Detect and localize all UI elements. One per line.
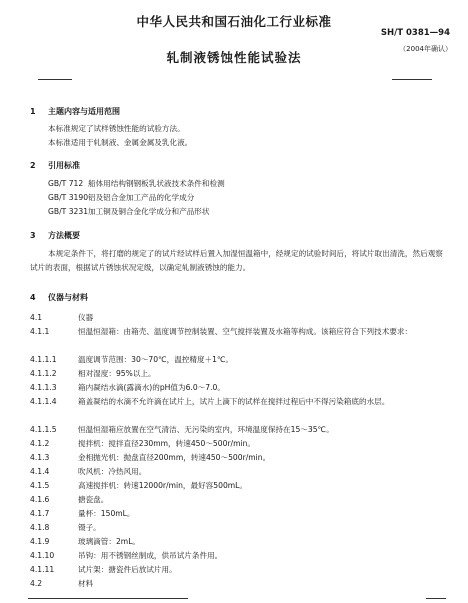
section-title: 仪器与材料 bbox=[48, 293, 88, 302]
clause-text: 镊子。 bbox=[78, 523, 101, 532]
clause-4-1-3 bbox=[30, 452, 270, 463]
reference-code: GB/T 3231 bbox=[48, 207, 89, 216]
standard-code: SH/T 0381—94 bbox=[380, 28, 450, 38]
reference-code: GB/T 712 bbox=[48, 179, 84, 188]
clause-number: 4.1.9 bbox=[30, 537, 50, 546]
clause-4-1-6 bbox=[30, 494, 108, 505]
clause-text: 相对湿度：95%以上。 bbox=[78, 369, 156, 378]
section-title: 引用标准 bbox=[48, 161, 80, 170]
section-title: 方法概要 bbox=[48, 231, 80, 240]
clause-number: 4.1.1.1 bbox=[30, 355, 57, 364]
header-rule-right bbox=[392, 79, 432, 80]
clause-4-1-2 bbox=[30, 438, 255, 449]
header-rule-left bbox=[38, 79, 72, 80]
reference-standard-1 bbox=[48, 178, 225, 189]
clause-4-1-1-5 bbox=[30, 424, 334, 435]
clause-number: 4.1.1.4 bbox=[30, 397, 57, 406]
clause-4-1-7 bbox=[30, 508, 135, 519]
section-number: 1 bbox=[30, 107, 36, 116]
document-title: 轧制液锈蚀性能试验法 bbox=[166, 50, 302, 65]
clause-number: 4.1.1 bbox=[30, 327, 50, 336]
clause-4-1-1-1 bbox=[30, 354, 233, 365]
reference-text: 船体用结构钢钢板乳状液技术条件和检测 bbox=[88, 179, 225, 188]
paragraph-text: 本规定条件下，将打磨的规定了的试片经试样后置入加湿恒温箱中，经规定的试验时间后，将试片取出清洗，然后观察试片的表面，根据试片锈蚀状况定级，以确定轧制液锈蚀的能力。 bbox=[30, 249, 443, 272]
section-number: 4 bbox=[30, 293, 36, 302]
clause-text: 吊钩：用不锈钢丝制成，供吊试片条件用。 bbox=[78, 551, 223, 560]
clause-text: 搪瓷盘。 bbox=[78, 495, 109, 504]
reference-standard-2 bbox=[48, 192, 194, 203]
reference-standard-3 bbox=[48, 206, 210, 217]
reference-text: 加工铜及铜合金化学成分和产品形状 bbox=[88, 207, 210, 216]
section-number: 2 bbox=[30, 161, 36, 170]
approval-note: （2004年确认） bbox=[399, 45, 452, 53]
clause-text: 仪器 bbox=[78, 313, 94, 322]
standard-body-title: 中华人民共和国石油化工行业标准 bbox=[136, 14, 332, 29]
clause-4-1-1-2 bbox=[30, 368, 156, 379]
clause-text: 吹风机：冷热风用。 bbox=[78, 467, 147, 476]
clause-4-1-11 bbox=[30, 564, 177, 575]
clause-text: 恒温恒湿箱应放置在空气清洁、无污染的室内，环境温度保持在15～35℃。 bbox=[78, 425, 334, 434]
section-3-heading bbox=[30, 230, 80, 241]
clause-number: 4.1.6 bbox=[30, 495, 50, 504]
section-number: 3 bbox=[30, 231, 36, 240]
clause-number: 4.1.1.5 bbox=[30, 425, 57, 434]
clause-text: 金相抛光机：抛盘直径200mm，转速450～500r/min。 bbox=[78, 453, 271, 462]
clause-text: 恒温恒湿箱：由箱壳、温度调节控制装置、空气搅拌装置及水箱等构成。该箱应符合下列技术要求： bbox=[78, 327, 413, 336]
clause-4-1-1-4 bbox=[30, 396, 450, 408]
clause-4-1 bbox=[30, 312, 93, 323]
section-3-paragraph bbox=[30, 247, 450, 275]
clause-number: 4.1.10 bbox=[30, 551, 55, 560]
reference-code: GB/T 3190 bbox=[48, 193, 89, 202]
clause-text: 搅拌机：搅拌直径230mm，转速450～500r/min。 bbox=[78, 439, 255, 448]
clause-text: 量杯：150mL。 bbox=[78, 509, 135, 518]
section-title: 主题内容与适用范围 bbox=[48, 107, 120, 116]
clause-number: 4.1.1.2 bbox=[30, 369, 57, 378]
clause-4-1-1 bbox=[30, 326, 450, 338]
clause-4-1-1-3 bbox=[30, 382, 225, 393]
clause-number: 4.2 bbox=[30, 579, 43, 588]
clause-text: 箱盖凝结的水滴不允许滴在试片上，试片上滴下的试样在搅拌过程后中不得污染箱底的水层。 bbox=[78, 397, 390, 406]
clause-text: 高速搅拌机：转速12000r/min，最好容500mL。 bbox=[78, 481, 247, 490]
footer-rule-right bbox=[426, 598, 446, 599]
clause-number: 4.1 bbox=[30, 313, 43, 322]
clause-text: 温度调节范围：30～70℃，温控精度＋1℃。 bbox=[78, 355, 234, 364]
clause-number: 4.1.8 bbox=[30, 523, 50, 532]
clause-4-1-4 bbox=[30, 466, 146, 477]
section-2-heading bbox=[30, 160, 80, 171]
clause-4-1-8 bbox=[30, 522, 101, 533]
clause-text: 玻璃滴管：2mL。 bbox=[78, 537, 141, 546]
clause-4-1-10 bbox=[30, 550, 222, 561]
clause-number: 4.1.5 bbox=[30, 481, 50, 490]
clause-number: 4.1.3 bbox=[30, 453, 50, 462]
clause-text: 试片架：搪瓷件后放试片用。 bbox=[78, 565, 177, 574]
clause-number: 4.1.2 bbox=[30, 439, 50, 448]
reference-text: 铝及铝合金加工产品的化学成分 bbox=[88, 193, 195, 202]
section-1-heading bbox=[30, 106, 120, 117]
clause-number: 4.1.1.3 bbox=[30, 383, 57, 392]
clause-number: 4.1.11 bbox=[30, 565, 55, 574]
section-1-line-2: 本标准适用于轧制液、金属金属及乳化液。 bbox=[48, 138, 193, 147]
footer-rule-left bbox=[28, 598, 188, 599]
section-4-heading bbox=[30, 292, 88, 303]
clause-text: 箱内凝结水滴(露滴水)的pH值为6.0～7.0。 bbox=[78, 383, 225, 392]
clause-4-2 bbox=[30, 578, 93, 589]
clause-4-1-9 bbox=[30, 536, 140, 547]
clause-4-1-5 bbox=[30, 480, 247, 491]
clause-text: 材料 bbox=[78, 579, 94, 588]
clause-number: 4.1.7 bbox=[30, 509, 50, 518]
section-1-line-1: 本标准规定了试样锈蚀性能的试验方法。 bbox=[48, 124, 185, 133]
clause-number: 4.1.4 bbox=[30, 467, 50, 476]
